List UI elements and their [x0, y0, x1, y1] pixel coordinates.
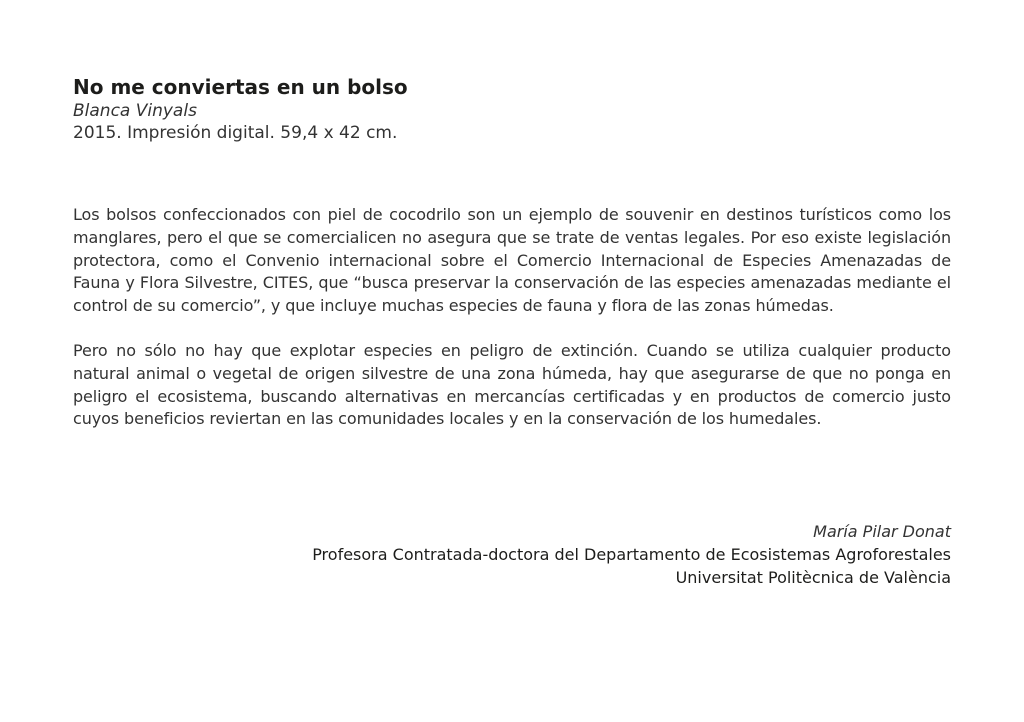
signature-role: Profesora Contratada-doctora del Departamento de Ecosistemas Agroforestales	[312, 545, 951, 564]
paragraph-2: Pero no sólo no hay que explotar especies en peligro de extinción. Cuando se utiliza cualquier producto natural animal o vegetal de origen silvestre de una zona húmeda, hay que asegurarse de que no ponga en peligro el ecosistema, buscando alternativas en mercancías certificadas y en productos de comercio justo cuyos beneficios reviertan en las comunidades locales y en la conservación de los humedales.	[73, 340, 951, 429]
artwork-title: No me conviertas en un bolso	[73, 75, 408, 99]
paragraph-1: Los bolsos confeccionados con piel de cocodrilo son un ejemplo de souvenir en destinos turísticos como los manglares, pero el que se comercialicen no asegura que se trate de ventas legales. Por eso existe legislación protectora, como el Convenio internacional sobre el Comercio Internacional de Especies Amenazadas de Fauna y Flora Silvestre, CITES, que “busca preservar la conservación de las especies amenazadas mediante el control de su comercio”, y que incluye muchas especies de fauna y flora de las zonas húmedas.	[73, 205, 951, 316]
document-page	[73, 74, 951, 587]
signature-block	[73, 520, 951, 589]
description-text	[73, 204, 951, 453]
artwork-details: 2015. Impresión digital. 59,4 x 42 cm.	[73, 123, 398, 143]
artist-name: Blanca Vinyals	[73, 101, 197, 121]
signature-name: María Pilar Donat	[813, 522, 951, 541]
signature-institution: Universitat Politècnica de València	[675, 568, 951, 587]
